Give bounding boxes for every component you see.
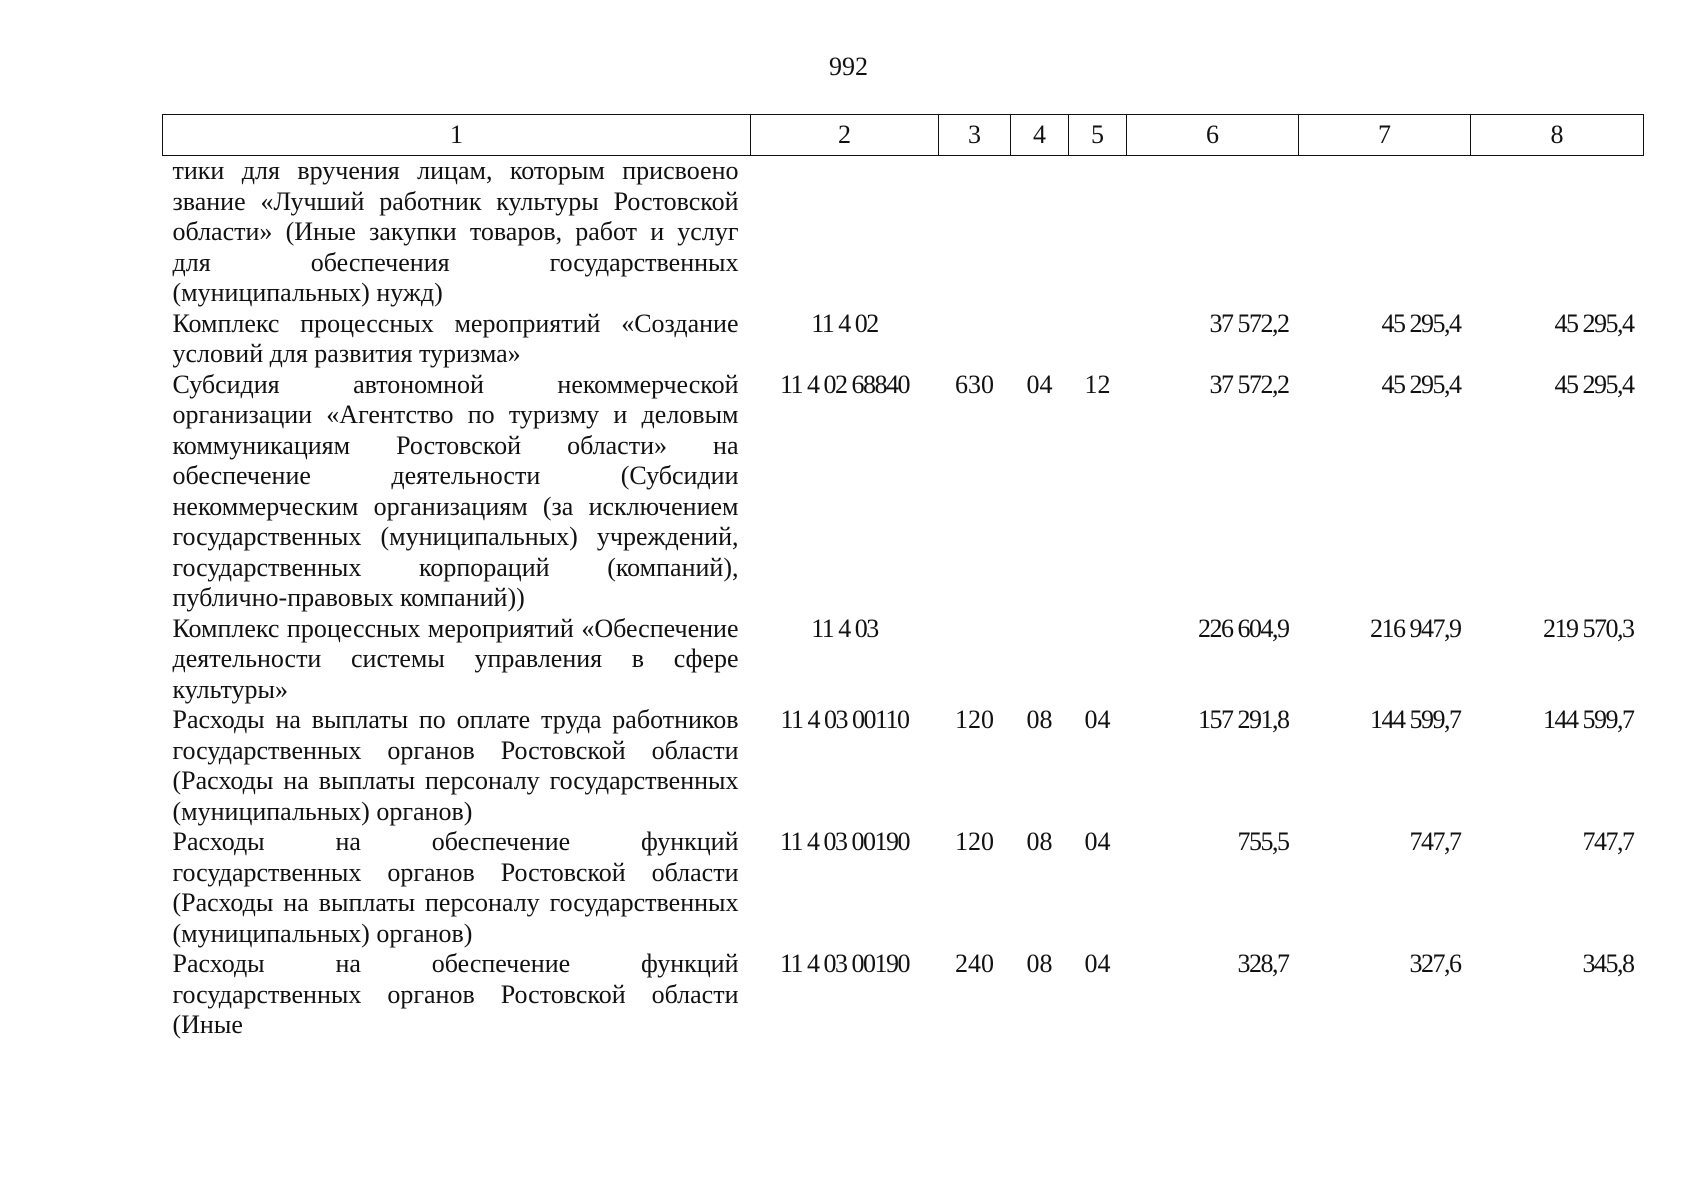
table-row	[163, 370, 1644, 614]
column-header-6: 6	[1127, 115, 1299, 156]
row-subsection	[1069, 156, 1127, 309]
row-amount-col7: 327,6	[1409, 949, 1461, 978]
row-expense-type: 630	[955, 369, 994, 399]
column-header-8: 8	[1471, 115, 1644, 156]
row-target-code: 11 4 03 00110	[780, 705, 909, 734]
table-body	[163, 156, 1644, 1041]
table-row	[163, 949, 1644, 1041]
row-section	[1011, 614, 1069, 706]
row-amount-col6: 226 604,9	[1198, 613, 1289, 643]
page-number: 992	[829, 52, 868, 81]
row-description: Субсидия автономной некоммерческой организации «Агентство по туризму и деловым коммуникациям Ростовской области» на обеспечение деятельности (Субсидии некоммерческим организациям (за исключением государственных (муниципальных) учреждений, государственных корпораций (компаний), публично-правовых компаний))	[172, 369, 739, 612]
row-amount-col7: 144 599,7	[1370, 705, 1461, 734]
row-section	[1011, 156, 1069, 309]
row-target-code	[751, 156, 939, 309]
row-amount-col6: 755,5	[1237, 827, 1289, 856]
row-amount-col8: 747,7	[1582, 827, 1634, 856]
row-description: Комплекс процессных мероприятий «Создание условий для развития туризма»	[172, 308, 739, 368]
row-description: Расходы на обеспечение функций государственных органов Ростовской области (Расходы на выплаты персоналу государственных (муниципальных) органов)	[172, 827, 739, 948]
table-row	[163, 705, 1644, 827]
row-amount-col7: 747,7	[1409, 827, 1461, 856]
row-description: тики для вручения лицам, которым присвоено звание «Лучший работник культуры Ростовской области» (Иные закупки товаров, работ и услуг для обеспечения государственных (муниципальных) нужд)	[172, 156, 739, 307]
row-target-code: 11 4 02	[811, 308, 878, 338]
column-header-3: 3	[939, 115, 1011, 156]
row-section: 08	[1026, 827, 1053, 856]
row-target-code: 11 4 03	[811, 613, 878, 643]
row-section: 08	[1026, 705, 1053, 734]
row-amount-col8: 45 295,4	[1554, 369, 1634, 399]
column-header-2: 2	[751, 115, 939, 156]
table-row	[163, 156, 1644, 309]
row-subsection: 04	[1084, 949, 1111, 978]
row-target-code: 11 4 03 00190	[779, 949, 910, 978]
budget-table	[162, 114, 1644, 1041]
row-target-code: 11 4 03 00190	[779, 827, 910, 856]
table-header	[163, 115, 1644, 156]
row-subsection: 12	[1084, 369, 1111, 399]
row-amount-col8	[1471, 156, 1644, 309]
row-subsection	[1069, 614, 1127, 706]
row-amount-col7: 216 947,9	[1370, 613, 1461, 643]
row-expense-type	[939, 309, 1011, 370]
column-header-7: 7	[1299, 115, 1471, 156]
row-expense-type	[939, 614, 1011, 706]
table-row	[163, 614, 1644, 706]
row-amount-col7: 45 295,4	[1381, 369, 1461, 399]
column-header-1: 1	[163, 115, 751, 156]
row-subsection: 04	[1084, 827, 1111, 856]
row-amount-col8: 345,8	[1582, 949, 1634, 978]
row-expense-type: 240	[955, 949, 994, 978]
row-amount-col6: 157 291,8	[1198, 705, 1289, 734]
row-expense-type: 120	[955, 827, 994, 856]
row-subsection: 04	[1084, 705, 1111, 734]
row-section	[1011, 309, 1069, 370]
row-amount-col6	[1127, 156, 1299, 309]
column-header-5: 5	[1069, 115, 1127, 156]
row-amount-col7	[1299, 156, 1471, 309]
row-amount-col7: 45 295,4	[1381, 308, 1461, 338]
row-amount-col6: 37 572,2	[1209, 308, 1289, 338]
header-row	[163, 115, 1644, 156]
row-description: Расходы на выплаты по оплате труда работников государственных органов Ростовской области (Расходы на выплаты персоналу государственных (муниципальных) органов)	[172, 705, 739, 826]
column-header-4: 4	[1011, 115, 1069, 156]
row-expense-type	[939, 156, 1011, 309]
row-section: 04	[1026, 369, 1053, 399]
table-row	[163, 827, 1644, 949]
row-target-code: 11 4 02 68840	[779, 369, 910, 399]
row-amount-col6: 328,7	[1237, 949, 1289, 978]
row-section: 08	[1026, 949, 1053, 978]
table-row	[163, 309, 1644, 370]
row-subsection	[1069, 309, 1127, 370]
row-description: Комплекс процессных мероприятий «Обеспечение деятельности системы управления в сфере культуры»	[172, 613, 739, 704]
row-amount-col8: 144 599,7	[1543, 705, 1634, 734]
row-expense-type: 120	[955, 705, 994, 734]
row-amount-col6: 37 572,2	[1209, 369, 1289, 399]
row-amount-col8: 45 295,4	[1554, 308, 1634, 338]
row-description: Расходы на обеспечение функций государственных органов Ростовской области (Иные	[172, 949, 739, 1039]
row-amount-col8: 219 570,3	[1543, 613, 1634, 643]
